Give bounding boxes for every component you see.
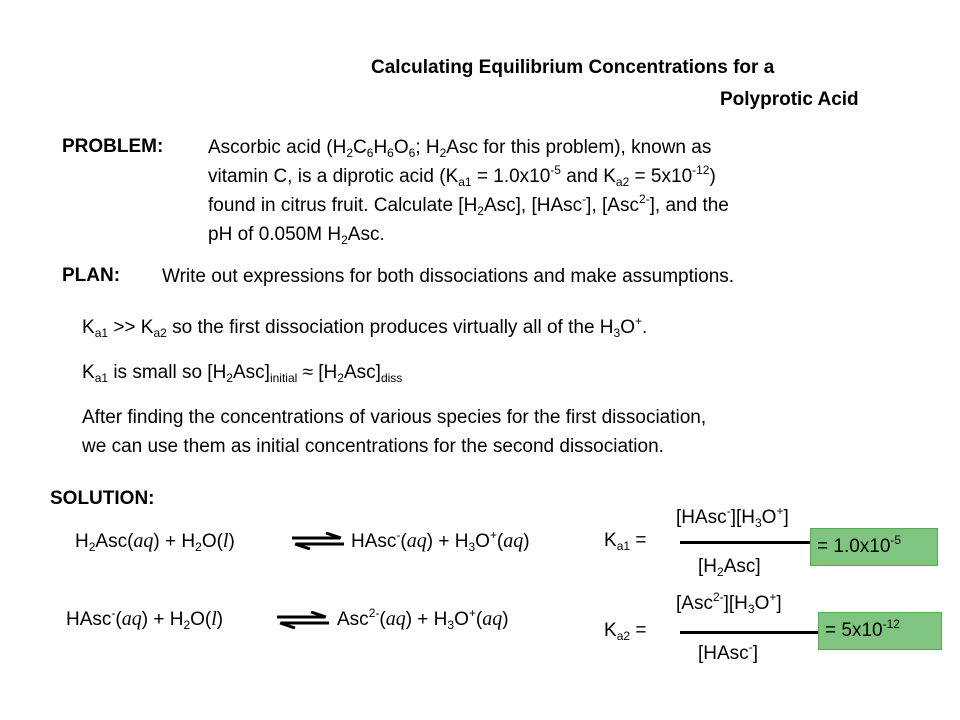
- plan-point-3-line-1: After finding the concentrations of various species for the first dissociation,: [82, 407, 707, 428]
- ka2-denominator: [HAsc-]: [698, 640, 758, 664]
- reaction-2-reactants: HAsc-(aq) + $H_2O(l)$: [66, 606, 224, 632]
- plan-point-2: $K_{a1}$ is small so $[H_2Asc]_{initial} \approx [H_2Asc]_{diss}$: [82, 362, 403, 385]
- page-title-line2: Polyprotic Acid: [720, 89, 859, 110]
- plan-point-1: $K_{a1} >> K_{a2}$ so the first dissociation produces virtually all of the $H_3O^+$.: [82, 314, 648, 340]
- problem-line-1: Ascorbic acid ($H_2C_6H_6O_6$; $H_2Asc$ for this problem), known as: [208, 137, 712, 160]
- ka2-fraction-bar: [680, 631, 840, 634]
- reaction-2-products: $Asc^{2-}(aq) + H_3O^+(aq)$: [337, 606, 509, 632]
- ka1-denominator: $[H_2Asc]$: [698, 556, 761, 579]
- ka2-value-box: = $5x10^{-12}$: [818, 612, 942, 650]
- solution-label: SOLUTION:: [50, 488, 155, 509]
- ka2-symbol: $K_{a2}$ =: [604, 620, 647, 643]
- ka1-value-box: = $1.0x10^{-5}$: [810, 528, 938, 566]
- ka1-symbol: $K_{a1}$ =: [604, 530, 647, 553]
- problem-line-2: vitamin C, is a diprotic acid ($K_{a1} = 1.0x10^{-5}$ and $K_{a2} = 5x10^{-12}$): [208, 163, 716, 189]
- problem-label: PROBLEM:: [62, 136, 164, 157]
- ka2-numerator: $[Asc^{2-}][H_3O^+]$: [676, 590, 782, 616]
- plan-label: PLAN:: [62, 265, 121, 286]
- plan-point-3-line-2: we can use them as initial concentrations for the second dissociation.: [82, 436, 664, 457]
- reaction-1-reactants: $H_2Asc(aq) + H_2O(l)$: [75, 530, 235, 554]
- ka1-numerator: $[HAsc^-][H_3O^+]$: [676, 504, 789, 530]
- problem-line-3: found in citrus fruit. Calculate $[H_2Asc]$, [HAsc-], [Asc$^{2-}$], and the: [208, 192, 729, 218]
- equilibrium-arrow-icon: [275, 611, 331, 629]
- problem-line-4: pH of 0.050M $H_2Asc$.: [208, 224, 385, 247]
- plan-text: Write out expressions for both dissociations and make assumptions.: [162, 266, 735, 287]
- reaction-1-products: HAsc-(aq) + $H_3O^+(aq)$: [351, 528, 530, 554]
- page-title: Calculating Equilibrium Concentrations for a: [371, 57, 775, 78]
- equilibrium-arrow-icon: [290, 532, 346, 550]
